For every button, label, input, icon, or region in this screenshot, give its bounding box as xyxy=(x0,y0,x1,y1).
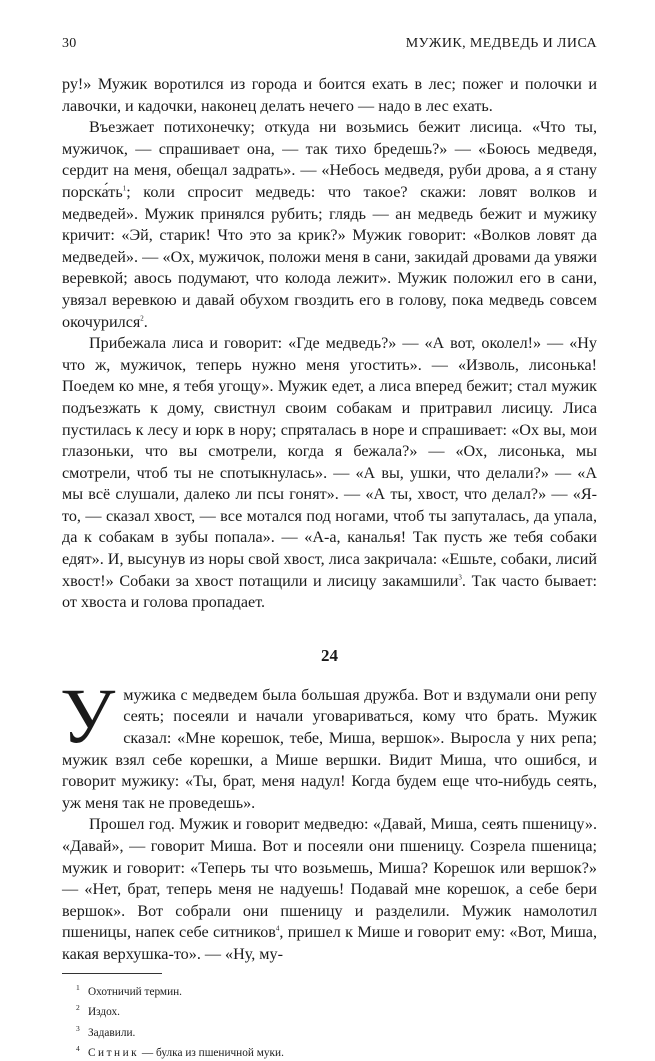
book-page xyxy=(62,36,597,1061)
footnote-ref-4: 4 xyxy=(275,925,280,933)
page-number: 30 xyxy=(62,36,77,51)
paragraph: Прибежала лиса и говорит: «Где медведь?» — «А вот, околел!» — «Ну что ж, мужичок, теперь нужно меня угостить». — «Изволь, лисонька! Поедем ко мне, я тебя угощу». Мужик едет, а лиса вперед бежит; стал мужик подъезжать к дому, свистнул своим собакам и притравил лисицу. Лиса пустилась к лесу и юрк в нору; спряталась в норе и спрашивает: «Ох вы, мои глазоньки, что вы смотрели, когда я бежала?» — «Ох, лисонька, мы смотрели, чтоб ты не спотыкнулась». — «А вы, ушки, что делали?» — «А мы всё слушали, далеко ли псы гонят». — «А ты, хвост, что делал?» — «Я-то, — сказал хвост, — все мотался под ногами, чтоб ты запуталась, да упала, да к собакам в зубы попала». — «А-а, каналья! Так пусть же тебя собаки едят». И, высунув из норы свой хвост, лиса закричала: «Ешьте, собаки, лисий хвост!» Собаки за хвост потащили и лисицу закамшили$^3$. Так часто бывает: от хвоста и голова пропадает. xyxy=(62,335,597,612)
paragraph: Въезжает потихонечку; откуда ни возьмись бежит лисица. «Что ты, мужичок, — спрашивает она, — так тихо бредешь?» — «Боюсь медведя, сердит на меня, обещал задрать». — «Небось медведя, руби дрова, а я стану порска́ть$^1$; коли спросит медведь: что такое? скажи: ловят волков и медведей». Мужик принялся рубить; глядь — ан медведь бежит и мужику кричит: «Эй, старик! Что это за крик?» Мужик говорит: «Волков ловят да медведей». — «Ох, мужичок, положи меня в сани, закидай дровами да увяжи веревкой; авось подумают, что колода лежит». Мужик положил его в сани, увязал веревкою и давай обухом гвоздить его в голову, пока медведь совсем окочурился$^2$. xyxy=(62,119,597,331)
story-24 xyxy=(60,671,597,966)
footnote: $^3$ Задавили. xyxy=(76,1023,136,1039)
footnote: $^2$ Издох. xyxy=(76,1003,121,1018)
footnotes xyxy=(62,980,597,1061)
paragraph: У мужика с медведем была большая дружба. Вот и вздумали они репу сеять; посеяли и начали уговариваться, кому что брать. Мужик сказал: «Мне корешок, тебе, Миша, вершок». Выросла у них репа; мужик взял себе корешки, а Мише вершки. Видит Миша, что ошибся, и говорит мужику: «Ты, брат, меня надул! Когда будем еще что-нибудь сеять, уж меня так не проведешь». xyxy=(60,671,597,812)
footnote-ref-2: 2 xyxy=(140,314,144,323)
footnote-ref-3: 3 xyxy=(458,573,462,582)
footnote-divider xyxy=(62,973,162,974)
chapter-number: 24 xyxy=(321,645,338,665)
paragraph: ру!» Мужик воротился из города и боится ехать в лес; пожег и полочки и лавочки, и кадочки, наконец делать нечего — надо в лес ехать. xyxy=(62,76,597,115)
running-title: МУЖИК, МЕДВЕДЬ И ЛИСА xyxy=(405,36,597,51)
running-header xyxy=(62,36,597,52)
drop-cap: У xyxy=(60,671,116,759)
paragraph: Прошел год. Мужик и говорит медведю: «Давай, Миша, сеять пшеницу». «Давай», — говорит Миша. Вот и посеяли они пшеницу. Созрела пшеница; мужик и говорит: «Теперь ты что возьмешь, Миша? Корешок или вершок?» — «Нет, брат, теперь меня не надуешь! Подавай мне корешок, а себе бери вершок». Вот собрали они пшеницу и разделили. Мужик намолотил пшеницы, напек себе ситников$^4$, пришел к Мише и говорит ему: «Вот, Миша, какая верхушка-то». — «Ну, му- xyxy=(62,816,597,963)
footnote: $^1$ Охотничий термин. xyxy=(76,982,182,998)
footnote: $^4$ Ситник — булка из пшеничной муки. xyxy=(76,1043,284,1059)
story-23-ending xyxy=(62,74,597,614)
footnote-ref-1: 1 xyxy=(122,184,127,193)
